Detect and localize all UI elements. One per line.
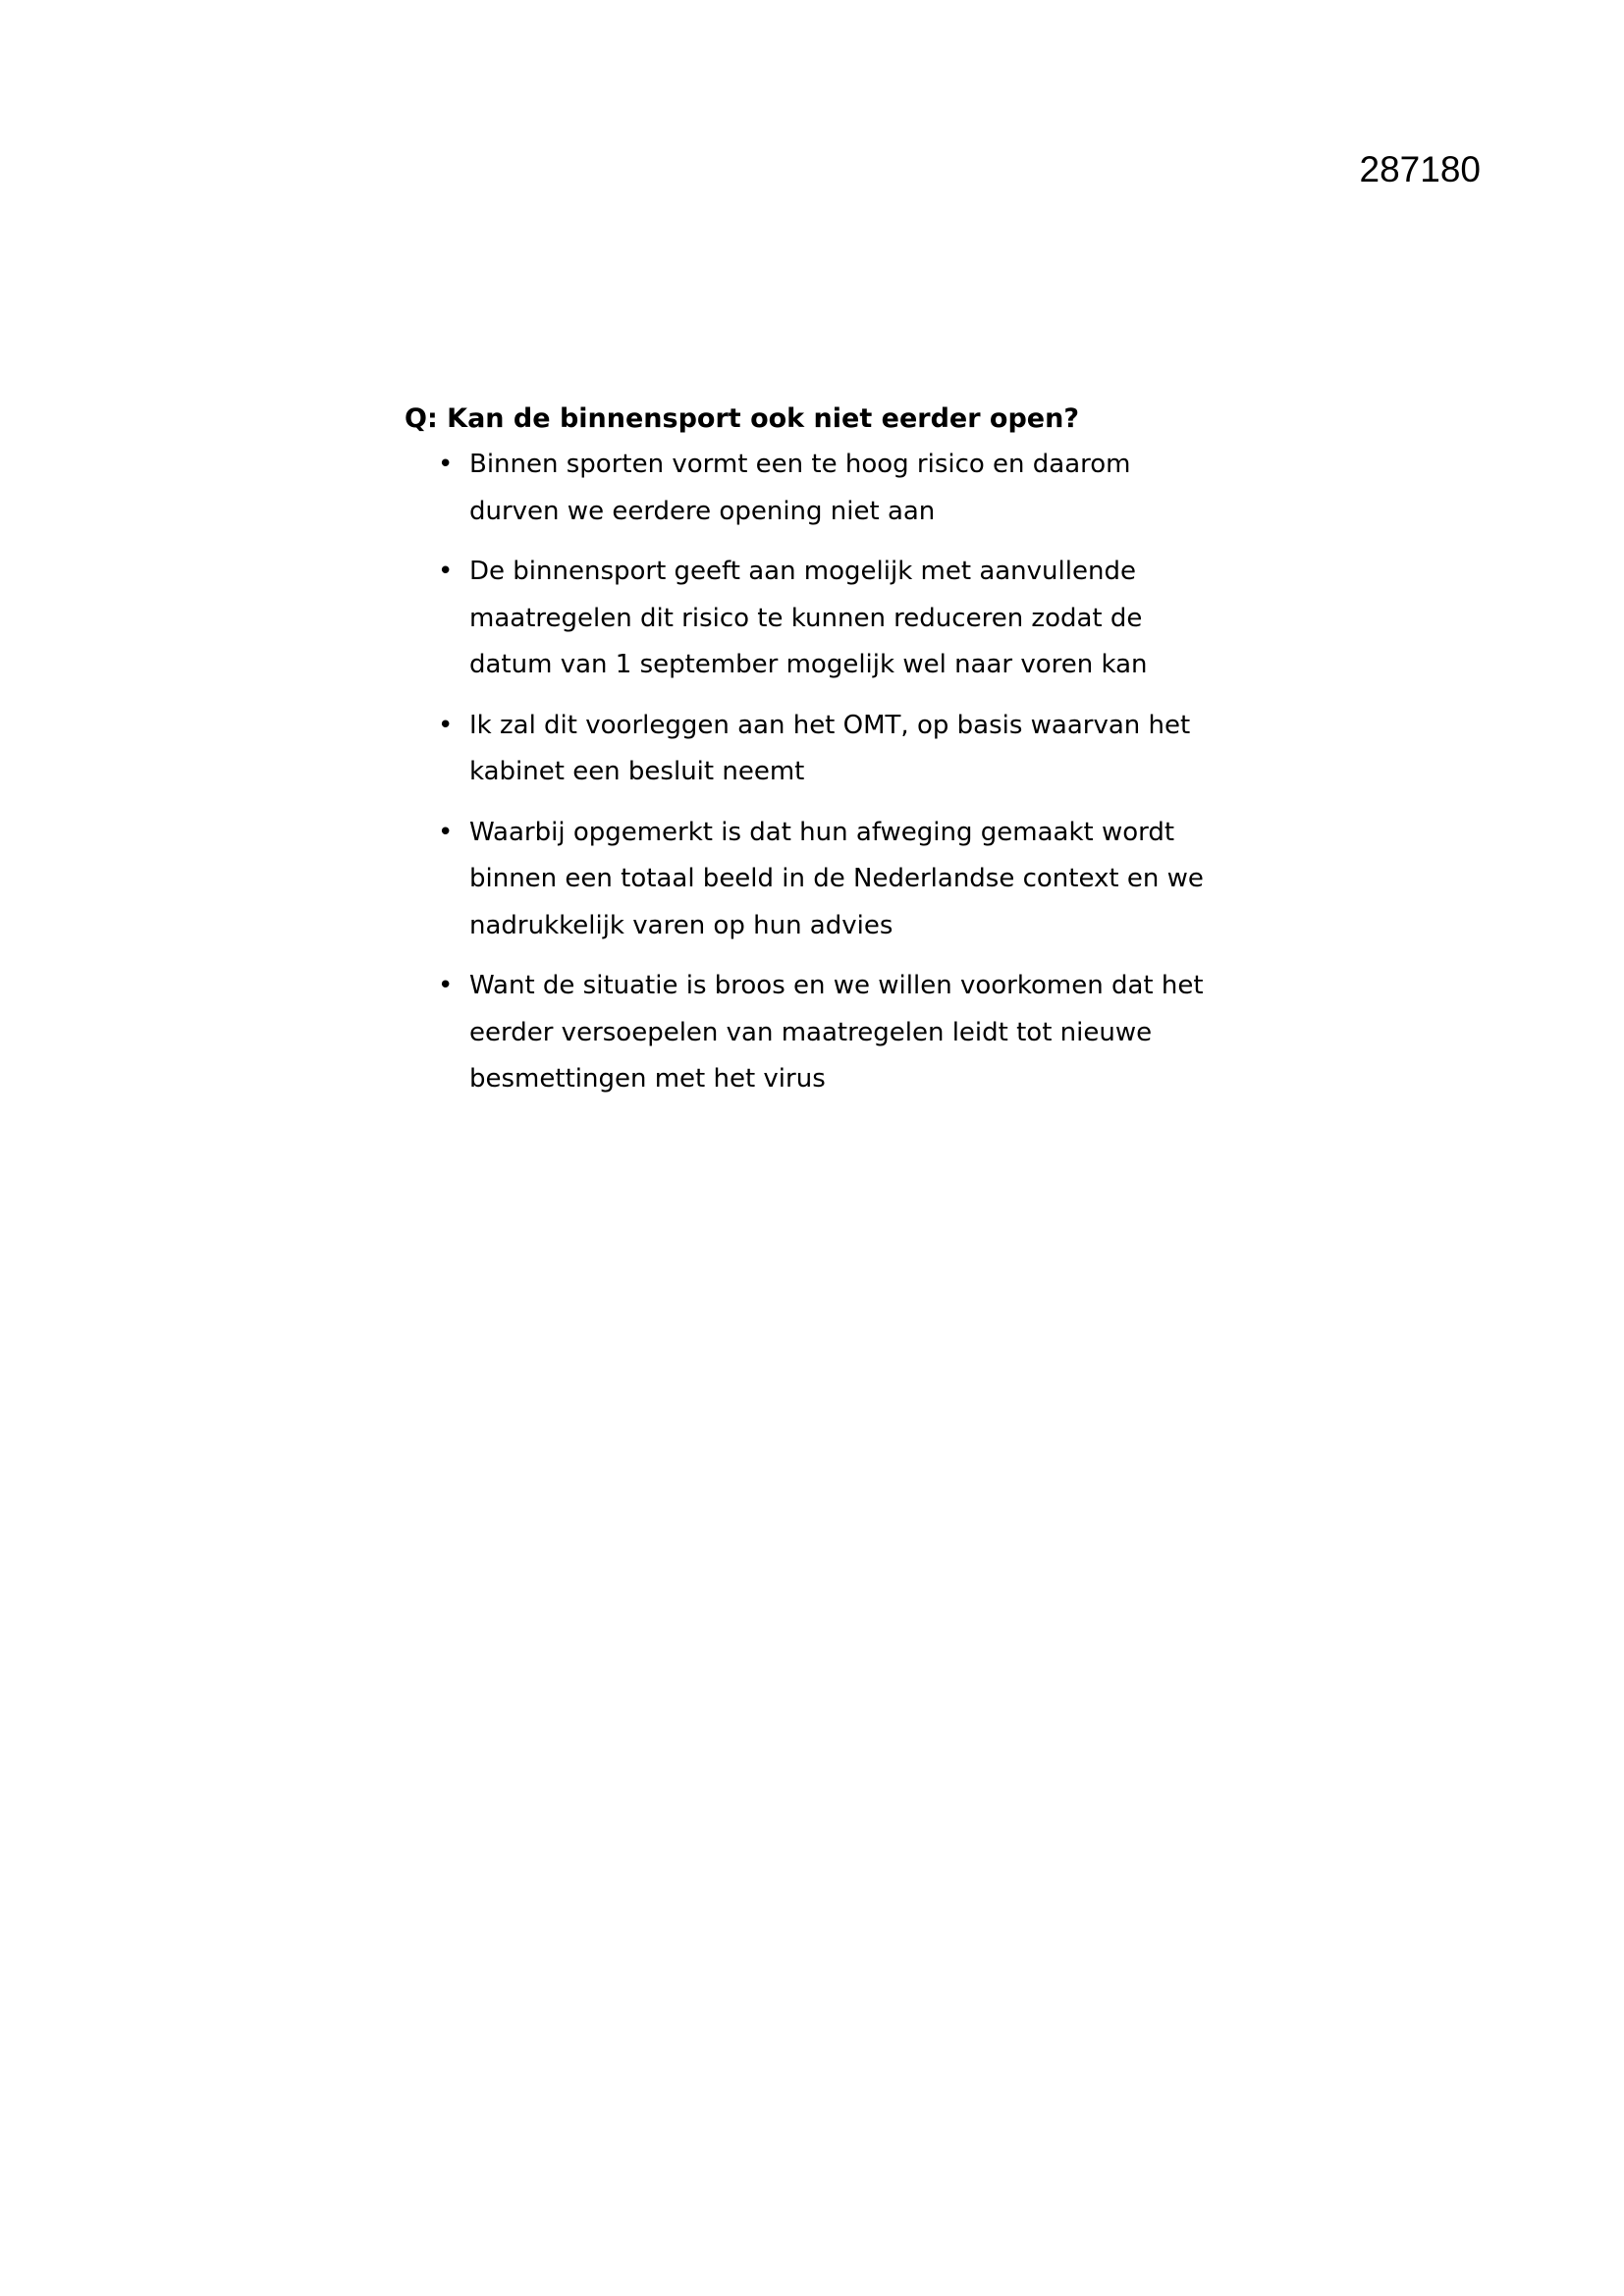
answer-item	[405, 703, 1249, 796]
answer-line: kabinet een besluit neemt	[469, 757, 805, 786]
answer-item	[405, 442, 1249, 535]
answer-line: maatregelen dit risico te kunnen reduceren zodat de	[469, 603, 1143, 633]
bullet-icon: •	[438, 710, 454, 740]
bullet-icon: •	[438, 971, 454, 1000]
bullet-icon: •	[438, 557, 454, 586]
document-number: 287180	[1359, 149, 1481, 189]
question-heading: Q: Kan de binnensport ook niet eerder open?	[405, 403, 1079, 434]
answer-line: Ik zal dit voorleggen aan het OMT, op basis waarvan het	[469, 710, 1191, 740]
answer-item	[405, 810, 1249, 950]
answer-line: nadrukkelijk varen op hun advies	[469, 910, 893, 940]
answer-line: durven we eerdere opening niet aan	[469, 496, 936, 526]
answer-list	[405, 442, 1249, 1103]
answer-line: binnen een totaal beeld in de Nederlandse context en we	[469, 864, 1204, 893]
answer-line: De binnensport geeft aan mogelijk met aanvullende	[469, 557, 1136, 586]
answer-line: Binnen sporten vormt een te hoog risico en daarom	[469, 450, 1131, 479]
answer-line: datum van 1 september mogelijk wel naar voren kan	[469, 650, 1148, 679]
answer-line: Want de situatie is broos en we willen voorkomen dat het	[469, 971, 1204, 1000]
answer-line: besmettingen met het virus	[469, 1064, 826, 1094]
answer-item	[405, 963, 1249, 1103]
answer-line: Waarbij opgemerkt is dat hun afweging gemaakt wordt	[469, 817, 1175, 847]
qa-section	[405, 397, 1249, 1117]
bullet-icon: •	[438, 817, 454, 847]
answer-item	[405, 549, 1249, 689]
answer-line: eerder versoepelen van maatregelen leidt tot nieuwe	[469, 1017, 1153, 1047]
bullet-icon: •	[438, 450, 454, 479]
